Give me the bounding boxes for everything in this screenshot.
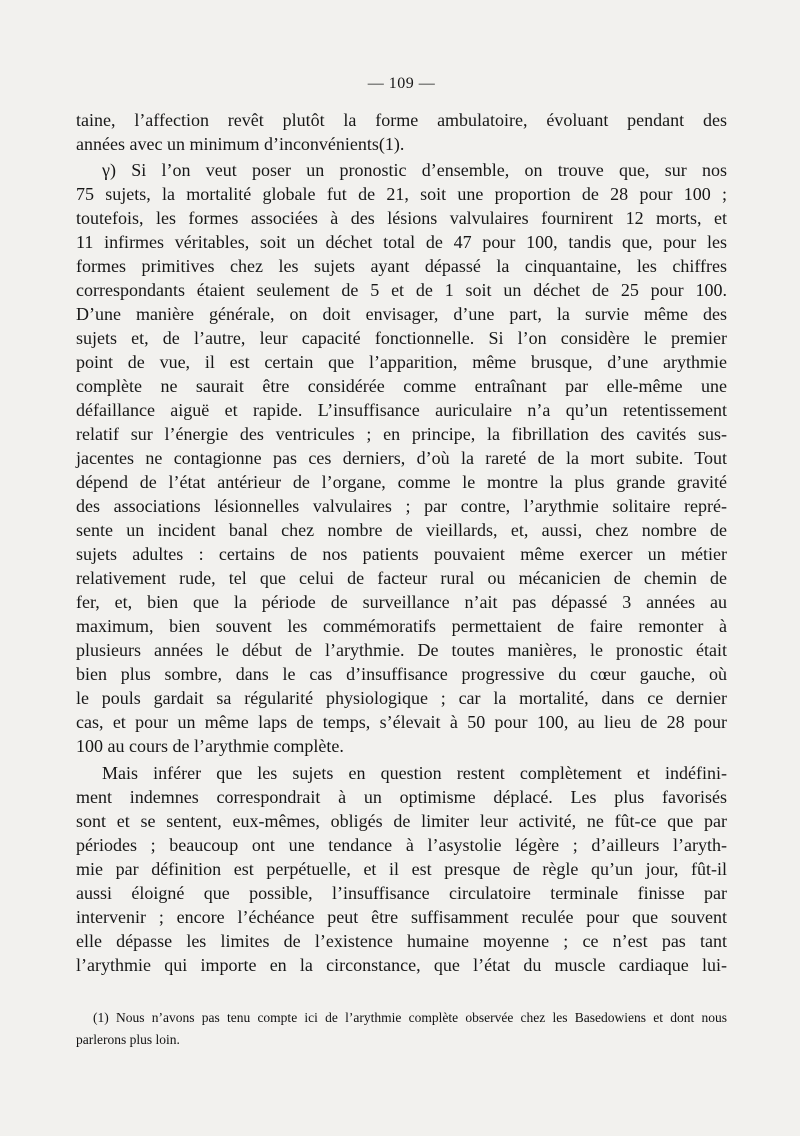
text-line: point de vue, il est certain que l’apparition, même brusque, d’une arythmie	[76, 352, 727, 372]
text-line: aussi éloigné que possible, l’insuffisance circulatoire terminale finisse par	[76, 883, 727, 903]
text-line: plusieurs années le début de l’arythmie. De toutes manières, le pronostic était	[76, 640, 727, 660]
text-line: elle dépasse les limites de l’existence humaine moyenne ; ce n’est pas tant	[76, 931, 727, 951]
text-line: complète ne saurait être considérée comme entraînant par elle-même une	[76, 376, 727, 396]
text-line: ment indemnes correspondrait à un optimisme déplacé. Les plus favorisés	[76, 787, 727, 807]
text-line: 11 infirmes véritables, soit un déchet total de 47 pour 100, tandis que, pour les	[76, 232, 727, 252]
text-line: relatif sur l’énergie des ventricules ; en principe, la fibrillation des cavités sus-	[76, 424, 727, 444]
text-line: sujets adultes : certains de nos patients pouvaient même exercer un métier	[76, 544, 727, 564]
text-line: périodes ; beaucoup ont une tendance à l’asystolie légère ; d’ailleurs l’aryth-	[76, 835, 727, 855]
text-line: bien plus sombre, dans le cas d’insuffisance progressive du cœur gauche, où	[76, 664, 727, 684]
text-line: jacentes ne contagionne pas ces derniers, d’où la rareté de la mort subite. Tout	[76, 448, 727, 468]
text-line: formes primitives chez les sujets ayant dépassé la cinquantaine, les chiffres	[76, 256, 727, 276]
text-line: toutefois, les formes associées à des lésions valvulaires fournirent 12 morts, et	[76, 208, 727, 228]
text-line: dépend de l’état antérieur de l’organe, comme le montre la plus grande gravité	[76, 472, 727, 492]
paragraph	[76, 158, 727, 758]
text-line: le pouls gardait sa régularité physiologique ; car la mortalité, dans ce dernier	[76, 688, 727, 708]
footnote-line: parlerons plus loin.	[76, 1032, 180, 1047]
footnote-line: (1) Nous n’avons pas tenu compte ici de l’arythmie complète observée chez les Basedowiens et dont nous	[93, 1010, 727, 1025]
text-line: l’arythmie qui importe en la circonstance, que l’état du muscle cardiaque lui-	[76, 955, 727, 975]
text-line: maximum, bien souvent les commémoratifs permettaient de faire remonter à	[76, 616, 727, 636]
text-line: relativement rude, tel que celui de facteur rural ou mécanicien de chemin de	[76, 568, 727, 588]
text-line: sont et se sentent, eux-mêmes, obligés de limiter leur activité, ne fût-ce que par	[76, 811, 727, 831]
paragraph	[76, 761, 727, 977]
text-line: mie par définition est perpétuelle, et il est presque de règle qu’un jour, fût-il	[76, 859, 727, 879]
page-number: — 109 —	[367, 75, 436, 92]
text-line: taine, l’affection revêt plutôt la forme ambulatoire, évoluant pendant des	[76, 110, 727, 130]
text-line: 75 sujets, la mortalité globale fut de 21, soit une proportion de 28 pour 100 ;	[76, 184, 727, 204]
text-line: cas, et pour un même laps de temps, s’élevait à 50 pour 100, au lieu de 28 pour	[76, 712, 727, 732]
footnote	[76, 1007, 727, 1051]
text-line: Mais inférer que les sujets en question restent complètement et indéfini-	[102, 763, 727, 783]
text-line: sente un incident banal chez nombre de vieillards, et, aussi, chez nombre de	[76, 520, 727, 540]
text-line: correspondants étaient seulement de 5 et de 1 soit un déchet de 25 pour 100.	[76, 280, 727, 300]
text-line: des associations lésionnelles valvulaires ; par contre, l’arythmie solitaire repré-	[76, 496, 727, 516]
text-line: 100 au cours de l’arythmie complète.	[76, 736, 344, 756]
body-text	[76, 108, 727, 977]
text-line: défaillance aiguë et rapide. L’insuffisance auriculaire n’a qu’un retentissement	[76, 400, 727, 420]
text-line: γ) Si l’on veut poser un pronostic d’ensemble, on trouve que, sur nos	[102, 160, 727, 180]
text-line: intervenir ; encore l’échéance peut être suffisamment reculée pour que souvent	[76, 907, 727, 927]
text-line: années avec un minimum d’inconvénients(1).	[76, 134, 405, 154]
text-line: D’une manière générale, on doit envisager, d’une part, la survie même des	[76, 304, 727, 324]
text-line: fer, et, bien que la période de surveillance n’ait pas dépassé 3 années au	[76, 592, 727, 612]
paragraph	[76, 108, 727, 156]
text-line: sujets et, de l’autre, leur capacité fonctionnelle. Si l’on considère le premier	[76, 328, 727, 348]
